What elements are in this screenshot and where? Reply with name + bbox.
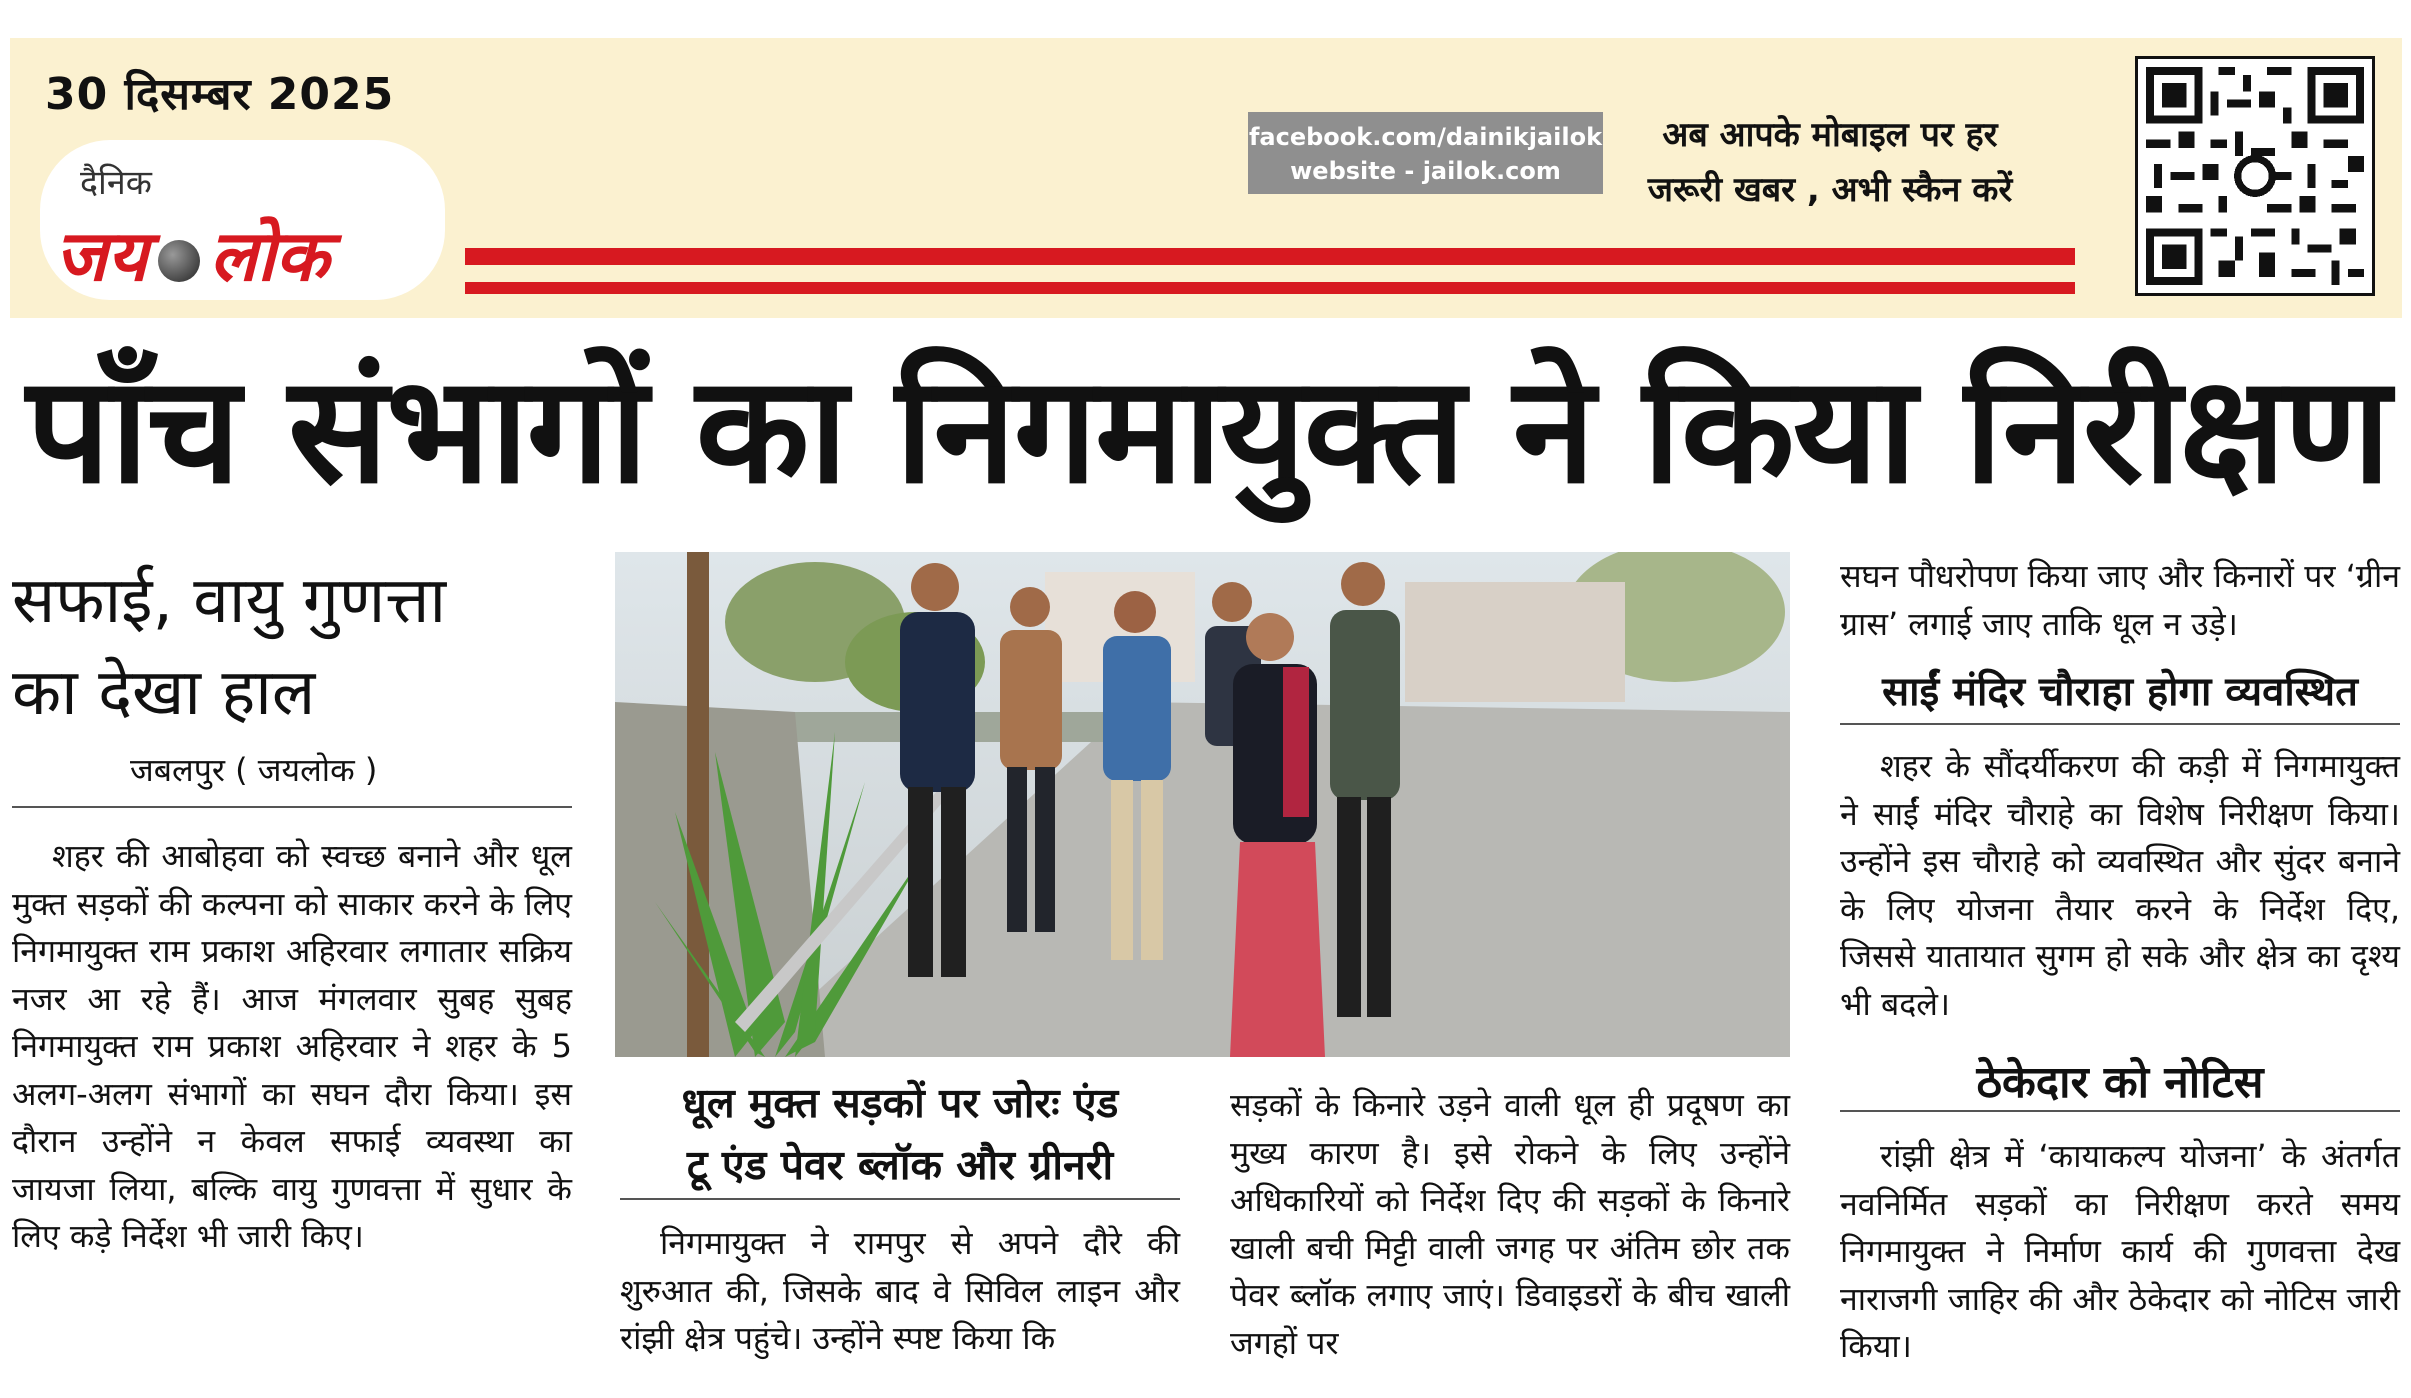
news-photo-icon: [615, 552, 1790, 1057]
left-subheadline: [12, 555, 582, 739]
scan-prompt-line2: जरूरी खबर , अभी स्कैन करें: [1647, 170, 2013, 210]
left-subheadline-line2: का देखा हाल: [12, 656, 316, 730]
middle-subheadline-divider: [620, 1198, 1180, 1200]
logo-word-lok: लोक: [209, 215, 329, 297]
left-subheadline-line1: सफाई, वायु गुणत्ता: [12, 564, 447, 638]
scan-prompt-line1: अब आपके मोबाइल पर हर: [1662, 115, 1998, 155]
qr-code-icon[interactable]: [2135, 56, 2375, 296]
middle-subheadline-line2: टू एंड पेवर ब्लॉक और ग्रीनरी: [686, 1141, 1114, 1189]
main-headline: पाँच संभागों का निगमायुक्त ने किया निरीक्षण: [26, 344, 2389, 516]
column-1-body: शहर की आबोहवा को स्वच्छ बनाने और धूल मुक्त सड़कों की कल्पना को साकार करने के लिए निगमायुक्त राम प्रकाश अहिरवार लगातार सक्रिय नजर आ रहे हैं। आज मंगलवार सुबह सुबह निगमायुक्त राम प्रकाश अहिरवार ने शहर के 5 अलग-अलग संभागों का सघन दौरा किया। इस दौरान उन्होंने न केवल सफाई व्यवस्था का जायजा लिया, बल्कि वायु गुणवत्ता में सुधार के लिए कड़े निर्देश भी जारी किए।: [12, 837, 572, 1255]
sai-heading-divider: [1840, 723, 2400, 725]
logo-daily-label: दैनिक: [80, 163, 152, 203]
facebook-link[interactable]: facebook.com/dainikjailok: [1248, 123, 1603, 151]
sai-mandir-heading: साईं मंदिर चौराहा होगा व्यवस्थित: [1882, 669, 2358, 715]
notice-heading-divider: [1840, 1110, 2400, 1112]
byline-divider: [12, 806, 572, 808]
notice-heading: ठेकेदार को नोटिस: [1976, 1057, 2264, 1108]
social-links-box: [1248, 112, 1603, 194]
column-4-continued-body: सघन पौधरोपण किया जाए और किनारों पर ‘ग्रीन ग्रास’ लगाई जाए ताकि धूल न उड़े।: [1840, 557, 2400, 643]
scan-prompt: [1640, 108, 2020, 218]
newspaper-logo: [55, 205, 329, 301]
issue-date: 30 दिसम्बर 2025: [45, 69, 395, 120]
middle-subheadline-line1: धूल मुक्त सड़कों पर जोरः एंड: [681, 1079, 1119, 1127]
sai-mandir-body: शहर के सौंदर्यीकरण की कड़ी में निगमायुक्त ने साईं मंदिर चौराहे का विशेष निरीक्षण किया। उन्होंने इस चौराहे को व्यवस्थित और सुंदर बनाने के लिए योजना तैयार करने के निर्देश दिए, जिससे यातायात सुगम हो सके और क्षेत्र का दृश्य भी बदले।: [1840, 747, 2400, 1023]
logo-word-jay: जय: [55, 215, 148, 297]
byline: जबलपुर ( जयलोक ): [130, 751, 378, 789]
globe-icon: [158, 240, 200, 282]
notice-body: रांझी क्षेत्र में ‘कायाकल्प योजना’ के अंतर्गत नवनिर्मित सड़कों का निरीक्षण करते समय निगमायुक्त ने निर्माण कार्य की गुणवत्ता देख नाराजगी जाहिर की और ठेकेदार को नोटिस जारी किया।: [1840, 1137, 2400, 1365]
website-link[interactable]: website - jailok.com: [1290, 157, 1561, 185]
middle-subheadline: [620, 1072, 1180, 1196]
column-2-body: निगमायुक्त ने रामपुर से अपने दौरे की शुरुआत की, जिसके बाद वे सिविल लाइन और रांझी क्षेत्र पहुंचे। उन्होंने स्पष्ट किया कि: [620, 1224, 1180, 1357]
masthead-rule-top: [465, 248, 2075, 265]
masthead-rule-bottom: [465, 282, 2075, 294]
column-3-body: सड़कों के किनारे उड़ने वाली धूल ही प्रदूषण का मुख्य कारण है। इसे रोकने के लिए उन्होंने अधिकारियों को निर्देश दिए की सड़कों के किनारे खाली बची मिट्टी वाली जगह पर अंतिम छोर तक पेवर ब्लॉक लगाए जाएं। डिवाइडरों के बीच खाली जगहों पर: [1230, 1086, 1790, 1362]
